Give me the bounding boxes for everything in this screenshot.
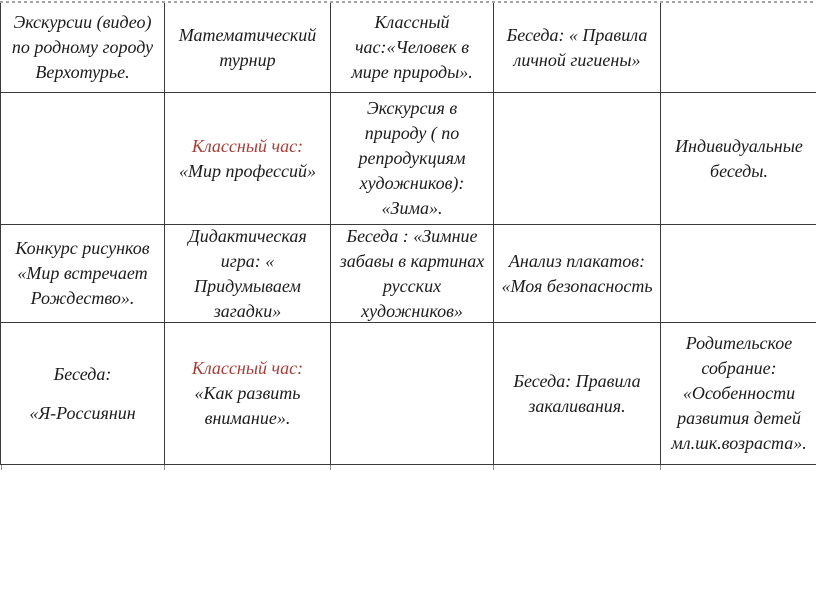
cell-text-line: игра: « xyxy=(220,250,275,271)
cell-text-line: внимание». xyxy=(204,408,291,428)
cell-text-line: Классный xyxy=(374,12,450,32)
cell-text-line: Индивидуальные xyxy=(675,135,803,156)
cell-text-line: загадки» xyxy=(213,300,282,321)
table-cell-r1-c1 xyxy=(1,3,165,93)
cell-text-line: «Особенности xyxy=(682,383,796,403)
cell-text-line: Родительское xyxy=(685,333,793,353)
cell-text-line: «Мир профессий» xyxy=(178,160,316,181)
cell-text-line: развития детей xyxy=(677,408,801,428)
cell-text-line: Анализ плакатов: xyxy=(508,250,646,271)
cell-text-line: Дидактическая xyxy=(188,225,307,246)
cell-text-line: Математический xyxy=(178,24,317,45)
table-cell-r1-c2 xyxy=(165,3,331,93)
cell-text-line: час:«Человек в xyxy=(354,37,470,57)
table-cell-r1-c4 xyxy=(494,3,661,93)
table-cell-r3-c2 xyxy=(165,225,331,323)
cell-text-line: личной гигиены» xyxy=(513,49,641,70)
cell-text-line: по родному городу xyxy=(11,37,154,57)
cell-text-line: репродукциям xyxy=(358,148,466,168)
cell-text-line: Рождество». xyxy=(30,288,135,308)
cell-text-line: «Я-Россиянин xyxy=(29,402,136,423)
cell-text-line: «Мир встречает xyxy=(17,263,148,283)
cell-text-line: природу ( по xyxy=(364,123,460,143)
cell-text-line: Конкурс рисунков xyxy=(15,238,150,258)
cell-text-line: забавы в картинах xyxy=(339,250,485,271)
cell-text-line: Беседа: Правила xyxy=(513,370,641,391)
table-cell-r4-c3 xyxy=(331,323,494,465)
cell-text-line: турнир xyxy=(219,49,276,70)
gridline-stub xyxy=(1,465,2,470)
table-grid xyxy=(0,3,816,465)
table-cell-r3-c4 xyxy=(494,225,661,323)
table-cell-r4-c2 xyxy=(165,323,331,465)
gridline-stub xyxy=(164,465,165,470)
table-cell-r1-c5 xyxy=(661,3,816,93)
cell-text-line: мире природы». xyxy=(351,62,473,82)
cell-text-line: «Как развить xyxy=(194,383,301,403)
cell-text-line: Беседа: « Правила xyxy=(506,24,648,45)
table-cell-r4-c4 xyxy=(494,323,661,465)
table-cell-r3-c1 xyxy=(1,225,165,323)
cell-text-line: Беседа : «Зимние xyxy=(346,225,478,246)
cell-text-line: «Зима». xyxy=(381,198,443,218)
table-cell-r4-c1 xyxy=(1,323,165,465)
cell-text-line: Классный час: xyxy=(191,135,304,156)
table-cell-r4-c5 xyxy=(661,323,816,465)
cell-text-line: беседы. xyxy=(710,160,768,181)
schedule-table xyxy=(0,1,816,465)
cell-text-line: Верхотурье. xyxy=(35,62,130,82)
cell-text-line: художников» xyxy=(361,300,463,321)
table-cell-r3-c5 xyxy=(661,225,816,323)
cell-text-line: русских xyxy=(382,275,442,296)
gridline-stub xyxy=(330,465,331,470)
gridline-stub xyxy=(660,465,661,470)
cell-text-line: «Моя безопасность xyxy=(501,275,653,296)
table-cell-r1-c3 xyxy=(331,3,494,93)
cell-text-line: Классный час: xyxy=(191,358,304,378)
gridline-stub xyxy=(493,465,494,470)
cell-text-line: собрание: xyxy=(701,358,777,378)
cell-text-line: художников): xyxy=(359,173,465,193)
cell-text-line: Экскурсии (видео) xyxy=(13,12,152,32)
table-cell-r2-c1 xyxy=(1,93,165,225)
table-cell-r2-c4 xyxy=(494,93,661,225)
table-cell-r2-c3 xyxy=(331,93,494,225)
table-cell-r2-c5 xyxy=(661,93,816,225)
cell-text-line: закаливания. xyxy=(528,395,626,416)
table-cell-r2-c2 xyxy=(165,93,331,225)
cell-text-line: Беседа: xyxy=(53,363,112,384)
cell-text-line: мл.шк.возраста». xyxy=(671,433,807,453)
cell-text-line: Придумываем xyxy=(194,275,301,296)
table-cell-r3-c3 xyxy=(331,225,494,323)
cell-text-line: Экскурсия в xyxy=(366,98,458,118)
